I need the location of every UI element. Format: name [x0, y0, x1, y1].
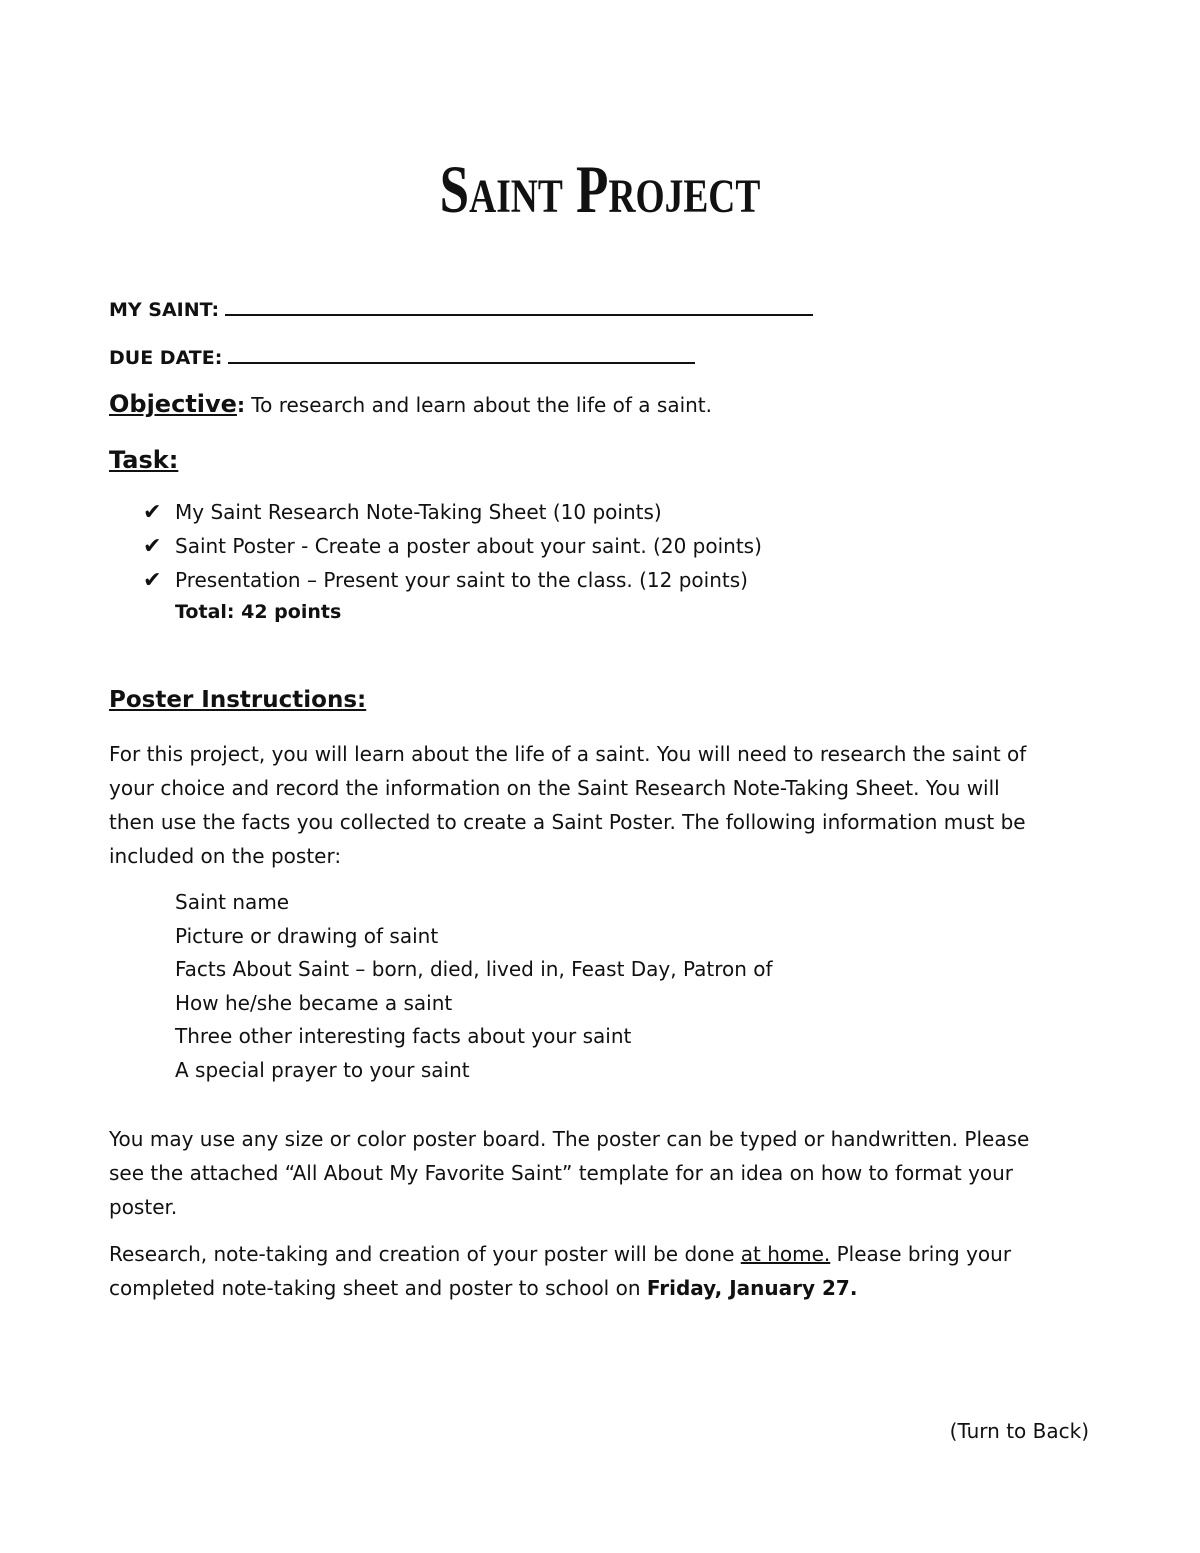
due-date-blank-line	[228, 344, 695, 364]
poster-instructions-heading: Poster Instructions:	[109, 687, 367, 713]
paragraph-line: included on the poster:	[109, 844, 342, 868]
checkmark-icon: ✔	[143, 534, 162, 559]
due-date-emphasis: Friday, January 27.	[646, 1276, 858, 1300]
paragraph-line: You may use any size or color poster board. The poster can be typed or handwritten. Please	[109, 1127, 1030, 1151]
requirement-item: Saint name	[175, 890, 290, 914]
my-saint-blank-line	[225, 296, 813, 316]
objective-line	[109, 390, 712, 418]
paragraph-line: then use the facts you collected to create a Saint Poster. The following information must be	[109, 810, 1026, 834]
task-item-text: Saint Poster - Create a poster about your saint. (20 points)	[175, 534, 762, 558]
task-item	[143, 531, 762, 565]
poster-intro-paragraph	[109, 737, 1094, 873]
paragraph-line	[109, 1271, 1094, 1305]
checkmark-icon: ✔	[143, 500, 162, 525]
turn-to-back-note: (Turn to Back)	[949, 1419, 1089, 1443]
due-date-label: DUE DATE:	[109, 347, 223, 369]
paragraph-line: your choice and record the information on the Saint Research Note-Taking Sheet. You will	[109, 776, 1000, 800]
requirement-item: Facts About Saint – born, died, lived in, Feast Day, Patron of	[175, 957, 773, 982]
research-text: completed note-taking sheet and poster to school on	[109, 1276, 647, 1300]
research-text: Please bring your	[830, 1242, 1012, 1266]
requirement-item: A special prayer to your saint	[175, 1057, 470, 1082]
requirement-item: Three other interesting facts about your saint	[175, 1024, 632, 1049]
task-item	[143, 565, 762, 599]
requirement-item: How he/she became a saint	[175, 990, 453, 1015]
my-saint-field	[109, 296, 813, 321]
task-item	[143, 497, 762, 531]
task-item-text: Presentation – Present your saint to the class. (12 points)	[175, 568, 748, 592]
research-paragraph	[109, 1237, 1094, 1305]
total-points: Total: 42 points	[175, 601, 342, 623]
due-date-field	[109, 344, 695, 369]
objective-heading: Objective	[109, 390, 237, 418]
page-title: Saint Project	[439, 151, 761, 227]
paragraph-line: see the attached “All About My Favorite Saint” template for an idea on how to format your	[109, 1161, 1014, 1185]
task-heading: Task:	[109, 446, 179, 474]
paragraph-line: For this project, you will learn about the life of a saint. You will need to research the saint of	[109, 742, 1027, 766]
checkmark-icon: ✔	[143, 568, 162, 593]
objective-colon: :	[236, 393, 245, 417]
requirement-item: Picture or drawing of saint	[175, 923, 439, 948]
poster-requirements-list	[175, 886, 773, 1088]
poster-size-paragraph	[109, 1122, 1094, 1224]
my-saint-label: MY SAINT:	[109, 299, 220, 321]
research-text: Research, note-taking and creation of your poster will be done	[109, 1242, 741, 1266]
task-list	[143, 497, 762, 599]
paragraph-line: poster.	[109, 1195, 178, 1219]
at-home-emphasis: at home.	[740, 1242, 831, 1266]
objective-text: To research and learn about the life of a saint.	[244, 393, 713, 417]
task-item-text: My Saint Research Note-Taking Sheet (10 points)	[175, 500, 662, 524]
paragraph-line	[109, 1237, 1094, 1271]
